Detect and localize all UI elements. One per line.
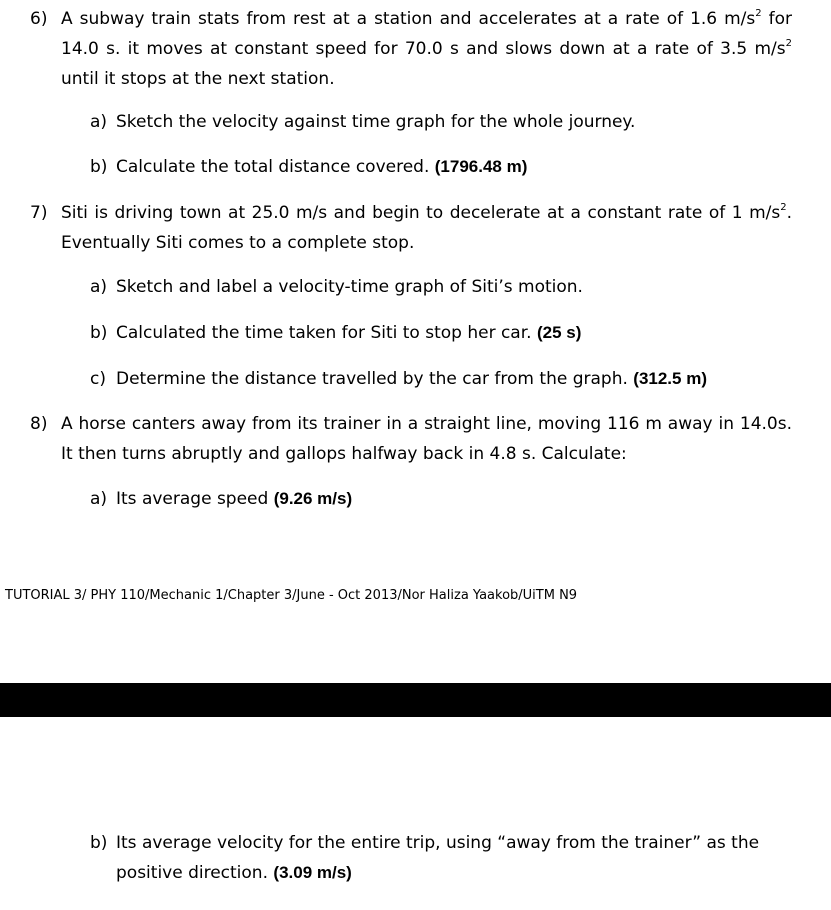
part-label: a)	[90, 489, 108, 509]
question-text: A horse canters away from its trainer in a straight line, moving 116 m away in 14.0s. It then turns abruptly and gallops halfway back in 4.8 s. Calculate:	[61, 414, 792, 464]
part-text: Calculate the total distance covered.	[116, 157, 435, 177]
question-6	[30, 4, 792, 94]
page-divider	[0, 683, 831, 717]
question-number: 7)	[30, 203, 48, 223]
part-answer: (25 s)	[536, 323, 582, 342]
question-8a	[90, 484, 352, 514]
part-answer: (3.09 m/s)	[273, 863, 352, 882]
part-label: a)	[90, 112, 108, 132]
question-text: Siti is driving town at 25.0 m/s and begin to decelerate at a constant rate of 1 $m/s^2$. Eventually Siti comes to a complete stop.	[61, 202, 792, 253]
part-text: Sketch and label a velocity-time graph of Siti’s motion.	[116, 277, 583, 297]
page-footer: TUTORIAL 3/ PHY 110/Mechanic 1/Chapter 3/June - Oct 2013/Nor Haliza Yaakob/UiTM N9	[5, 588, 578, 603]
part-label: b)	[90, 157, 108, 177]
part-text: Calculated the time taken for Siti to stop her car.	[116, 323, 537, 343]
part-answer: (1796.48 m)	[434, 157, 528, 176]
part-text: Its average velocity for the entire trip, using “away from the trainer” as the positive direction.	[116, 833, 760, 883]
part-label: c)	[90, 369, 106, 389]
question-text: A subway train stats from rest at a station and accelerates at a rate of 1.6 $m/s^2$ for 14.0 s. it moves at constant speed for 70.0 s and slows down at a rate of 3.5 $m/s^2$ until it stops at the next station.	[61, 8, 793, 89]
question-number: 6)	[30, 9, 48, 29]
part-body	[116, 828, 790, 888]
question-7	[30, 198, 792, 258]
part-answer: (312.5 m)	[633, 369, 707, 388]
part-text: Determine the distance travelled by the car from the graph.	[116, 369, 634, 389]
question-8b	[90, 828, 790, 888]
question-number: 8)	[30, 414, 48, 434]
question-7b	[90, 318, 581, 348]
question-6b	[90, 152, 527, 182]
part-answer: (9.26 m/s)	[273, 489, 353, 508]
part-label: b)	[90, 323, 108, 343]
part-text: Its average speed	[116, 489, 274, 509]
question-7a	[90, 272, 583, 302]
question-8	[30, 409, 792, 469]
part-text: Sketch the velocity against time graph for the whole journey.	[116, 112, 636, 132]
question-7c	[90, 364, 707, 394]
part-label: a)	[90, 277, 108, 297]
question-6a	[90, 107, 635, 137]
part-label: b)	[90, 833, 108, 853]
